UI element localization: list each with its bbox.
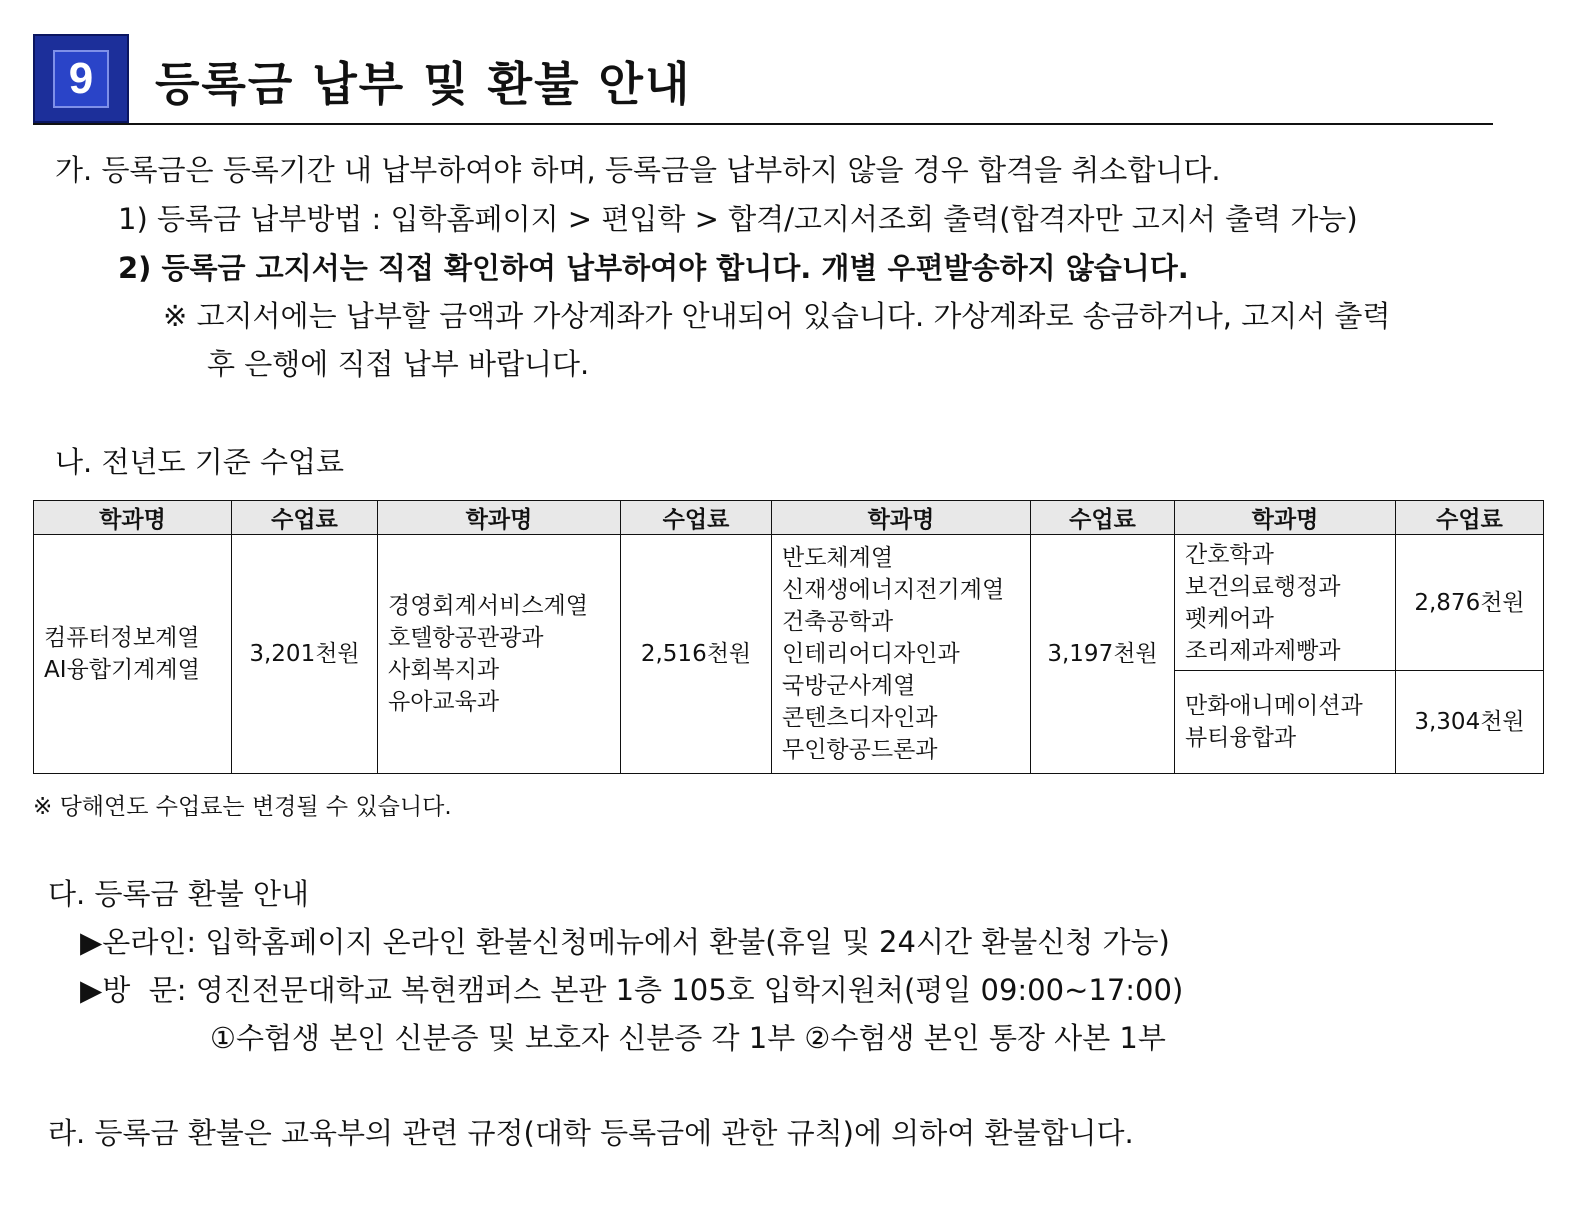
column-header-dept: 학과명 — [1175, 501, 1396, 535]
dept-name: 콘텐츠디자인과 — [782, 705, 938, 731]
dept-name: 경영회계서비스계열 — [388, 593, 588, 619]
fee-cell: 2,516천원 — [621, 535, 772, 774]
header-divider — [33, 123, 1493, 125]
dept-cell — [34, 535, 232, 774]
table-header-row — [34, 501, 1544, 535]
dept-name: AI융합기계계열 — [44, 657, 200, 683]
tuition-change-note: ※ 당해연도 수업료는 변경될 수 있습니다. — [33, 794, 452, 820]
section-ga-heading: 가. 등록금은 등록기간 내 납부하여야 하며, 등록금을 납부하지 않을 경우 합격을 취소합니다. — [55, 153, 1221, 187]
fee-cell: 3,197천원 — [1031, 535, 1175, 774]
section-header — [33, 34, 1493, 125]
tuition-table — [33, 500, 1544, 774]
section-number: 9 — [53, 50, 109, 108]
dept-name: 국방군사계열 — [782, 673, 916, 699]
dept-name: 무인항공드론과 — [782, 737, 938, 763]
column-header-fee: 수업료 — [232, 501, 378, 535]
virtual-account-note-line2: 후 은행에 직접 납부 바랍니다. — [207, 347, 590, 381]
dept-name: 보건의료행정과 — [1185, 573, 1341, 600]
fee-cell: 2,876천원 — [1396, 535, 1544, 671]
virtual-account-note-line1: ※ 고지서에는 납부할 금액과 가상계좌가 안내되어 있습니다. 가상계좌로 송금하거나, 고지서 출력 — [163, 299, 1391, 333]
dept-name: 인테리어디자인과 — [782, 641, 960, 667]
dept-name: 컴퓨터정보계열 — [44, 625, 200, 651]
refund-documents-item: ①수험생 본인 신분증 및 보호자 신분증 각 1부 ②수험생 본인 통장 사본 1부 — [210, 1021, 1166, 1055]
fee-cell: 3,201천원 — [232, 535, 378, 774]
dept-name: 조리제과제빵과 — [1185, 637, 1341, 664]
refund-visit-item: ▶방 문: 영진전문대학교 복현캠퍼스 본관 1층 105호 입학지원처(평일 09:00~17:00) — [80, 973, 1184, 1007]
column-header-fee: 수업료 — [621, 501, 772, 535]
dept-name: 간호학과 — [1185, 541, 1274, 568]
column-header-dept: 학과명 — [772, 501, 1031, 535]
dept-name: 반도체계열 — [782, 545, 894, 571]
section-ra-text: 라. 등록금 환불은 교육부의 관련 규정(대학 등록금에 관한 규칙)에 의하여 환불합니다. — [48, 1116, 1134, 1150]
refund-online-item: ▶온라인: 입학홈페이지 온라인 환불신청메뉴에서 환불(휴일 및 24시간 환불신청 가능) — [80, 925, 1170, 959]
table-row — [34, 535, 1544, 671]
column-header-fee: 수업료 — [1396, 501, 1544, 535]
payment-method-item: 1) 등록금 납부방법 : 입학홈페이지 > 편입학 > 합격/고지서조회 출력(합격자만 고지서 출력 가능) — [118, 202, 1358, 236]
dept-name: 호텔항공관광과 — [388, 625, 544, 651]
dept-name: 펫케어과 — [1185, 605, 1274, 632]
section-number-badge — [33, 34, 129, 123]
fee-cell: 3,304천원 — [1396, 671, 1544, 774]
notice-direct-check-item: 2) 등록금 고지서는 직접 확인하여 납부하여야 합니다. 개별 우편발송하지 않습니다. — [118, 251, 1189, 285]
page-title: 등록금 납부 및 환불 안내 — [155, 57, 692, 111]
dept-cell — [378, 535, 621, 774]
dept-name: 사회복지과 — [388, 657, 500, 683]
dept-name: 신재생에너지전기계열 — [782, 577, 1005, 603]
dept-name: 건축공학과 — [782, 609, 894, 635]
column-header-dept: 학과명 — [378, 501, 621, 535]
dept-cell — [772, 535, 1031, 774]
dept-name: 유아교육과 — [388, 689, 500, 715]
column-header-fee: 수업료 — [1031, 501, 1175, 535]
dept-name: 만화애니메이션과 — [1185, 693, 1363, 719]
column-header-dept: 학과명 — [34, 501, 232, 535]
dept-name: 뷰티융합과 — [1185, 725, 1297, 751]
section-na-heading: 나. 전년도 기준 수업료 — [55, 445, 344, 479]
section-da-heading: 다. 등록금 환불 안내 — [48, 877, 309, 911]
dept-cell — [1175, 535, 1396, 671]
dept-cell — [1175, 671, 1396, 774]
